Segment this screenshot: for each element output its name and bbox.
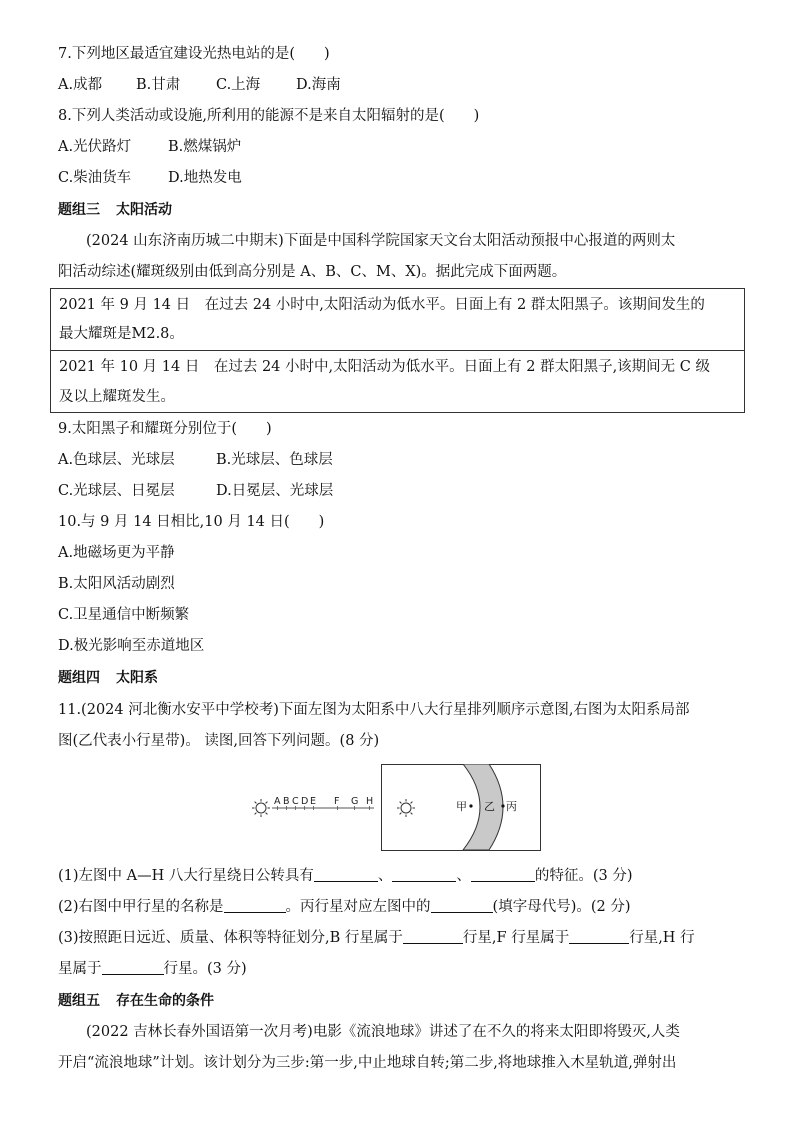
group5-heading xyxy=(58,991,214,1011)
answer-blank[interactable] xyxy=(403,929,463,944)
q7-option-c: C.上海 xyxy=(216,77,261,93)
group3-title: 太阳活动 xyxy=(116,202,172,218)
q7-option-b: B.甘肃 xyxy=(136,77,181,93)
report2-line2: 及以上耀斑发生。 xyxy=(59,389,175,405)
label-jia: 甲 xyxy=(456,800,467,813)
q11-part2 xyxy=(58,897,631,917)
intro3-line2: 阳活动综述(耀斑级别由低到高分别是 A、B、C、M、X)。据此完成下面两题。 xyxy=(58,264,567,280)
intro5-line1: (2022 吉林长春外国语第一次月考)电影《流浪地球》讲述了在不久的将来太阳即将毁灭,人类 xyxy=(86,1024,680,1040)
answer-blank[interactable] xyxy=(471,867,535,882)
q9-options-row1 xyxy=(58,450,333,470)
separator: 、 xyxy=(377,868,393,884)
q8-option-b: B.燃煤锅炉 xyxy=(168,139,242,155)
planet-letter-a: A xyxy=(274,796,281,807)
q8-option-d: D.地热发电 xyxy=(168,170,242,186)
q9-option-a: A.色球层、光球层 xyxy=(58,452,175,468)
report1-line2: 最大耀斑是M2.8。 xyxy=(59,326,184,342)
planet-jia-dot xyxy=(469,804,472,807)
q11-line2: 图(乙代表小行星带)。 读图,回答下列问题。(8 分) xyxy=(58,733,380,749)
planet-bing-dot xyxy=(501,804,504,807)
intro3-line1: (2024 山东济南历城二中期末)下面是中国科学院国家天文台太阳活动预报中心报道的两则太 xyxy=(86,233,676,249)
q10-option-d: D.极光影响至赤道地区 xyxy=(58,638,205,654)
q10-option-a: A.地磁场更为平静 xyxy=(58,545,175,561)
group5-title: 存在生命的条件 xyxy=(116,993,214,1009)
intro5-line2: 开启“流浪地球”计划。该计划分为三步:第一步,中止地球自转;第二步,将地球推入木星轨道,弹射出 xyxy=(58,1055,677,1071)
sun-icon xyxy=(252,799,270,817)
q7-option-a: A.成都 xyxy=(58,77,103,93)
q11-line1: 11.(2024 河北衡水安平中学校考)下面左图为太阳系中八大行星排列顺序示意图,右图为太阳系局部 xyxy=(58,702,690,718)
solar-system-part-figure xyxy=(381,764,541,852)
q8-option-a: A.光伏路灯 xyxy=(58,139,132,155)
q11-part3-text: (3)按照距日远近、质量、体积等特征划分,B 行星属于 xyxy=(58,930,403,946)
planet-letter-f: F xyxy=(334,796,340,807)
q7-stem: 7.下列地区最适宜建设光热电站的是( ) xyxy=(58,46,330,62)
planet-letter-d: D xyxy=(301,796,309,807)
q11-part3-cont: 星属于 xyxy=(58,961,102,977)
q11-part3-tail: 行星,H 行 xyxy=(629,930,695,946)
q11-part1 xyxy=(58,866,633,886)
reports-box xyxy=(50,288,745,413)
planet-letter-e: E xyxy=(310,796,317,807)
label-bing: 丙 xyxy=(506,800,517,813)
separator: 、 xyxy=(456,868,471,884)
q11-part2-mid: 。丙行星对应左图中的 xyxy=(285,899,431,915)
q11-part2-tail: (填字母代号)。(2 分) xyxy=(492,899,631,915)
q7-options xyxy=(58,75,341,95)
q10-option-c: C.卫星通信中断频繁 xyxy=(58,607,190,623)
q7-option-d: D.海南 xyxy=(296,77,341,93)
answer-blank[interactable] xyxy=(569,929,629,944)
answer-blank[interactable] xyxy=(224,898,286,913)
answer-blank[interactable] xyxy=(314,867,378,882)
q11-part2-text: (2)右图中甲行星的名称是 xyxy=(58,899,224,915)
planet-letter-g: G xyxy=(351,796,359,807)
q11-part1-tail: 的特征。(3 分) xyxy=(534,868,633,884)
q11-part3-line1 xyxy=(58,928,695,948)
q8-options-row2 xyxy=(58,168,242,188)
q9-option-c: C.光球层、日冕层 xyxy=(58,483,175,499)
group3-heading xyxy=(58,200,172,220)
answer-blank[interactable] xyxy=(392,867,456,882)
report-1 xyxy=(51,289,744,350)
group4-title: 太阳系 xyxy=(116,670,158,686)
planet-letter-b: B xyxy=(283,796,290,807)
q9-stem: 9.太阳黑子和耀斑分别位于( ) xyxy=(58,421,272,437)
report2-line1: 2021 年 10 月 14 日 在过去 24 小时中,太阳活动为低水平。日面上有 2 群太阳黑子,该期间无 C 级 xyxy=(59,359,710,375)
label-yi: 乙 xyxy=(484,800,495,813)
group5-label: 题组五 xyxy=(58,993,100,1009)
q8-options-row1 xyxy=(58,137,241,157)
q11-part1-text: (1)左图中 A—H 八大行星绕日公转具有 xyxy=(58,868,314,884)
q11-part3-end: 行星。(3 分) xyxy=(163,961,247,977)
q11-part3-mid: 行星,F 行星属于 xyxy=(462,930,570,946)
q8-option-c: C.柴油货车 xyxy=(58,170,132,186)
group4-label: 题组四 xyxy=(58,670,100,686)
report-2 xyxy=(51,350,744,412)
report1-line1: 2021 年 9 月 14 日 在过去 24 小时中,太阳活动为低水平。日面上有 2 群太阳黑子。该期间发生的 xyxy=(59,297,705,313)
answer-blank[interactable] xyxy=(102,960,164,975)
group4-heading xyxy=(58,668,158,688)
group3-label: 题组三 xyxy=(58,202,100,218)
q9-option-d: D.日冕层、光球层 xyxy=(216,483,334,499)
q9-options-row2 xyxy=(58,481,333,501)
planet-order-figure xyxy=(248,788,378,824)
q11-part3-line2 xyxy=(58,959,247,979)
answer-blank[interactable] xyxy=(431,898,493,913)
q10-stem: 10.与 9 月 14 日相比,10 月 14 日( ) xyxy=(58,514,325,530)
q10-option-b: B.太阳风活动剧烈 xyxy=(58,576,175,592)
q8-stem: 8.下列人类活动或设施,所利用的能源不是来自太阳辐射的是( ) xyxy=(58,108,480,124)
planet-letter-c: C xyxy=(292,796,299,807)
planet-letter-h: H xyxy=(366,796,374,807)
q9-option-b: B.光球层、色球层 xyxy=(216,452,333,468)
